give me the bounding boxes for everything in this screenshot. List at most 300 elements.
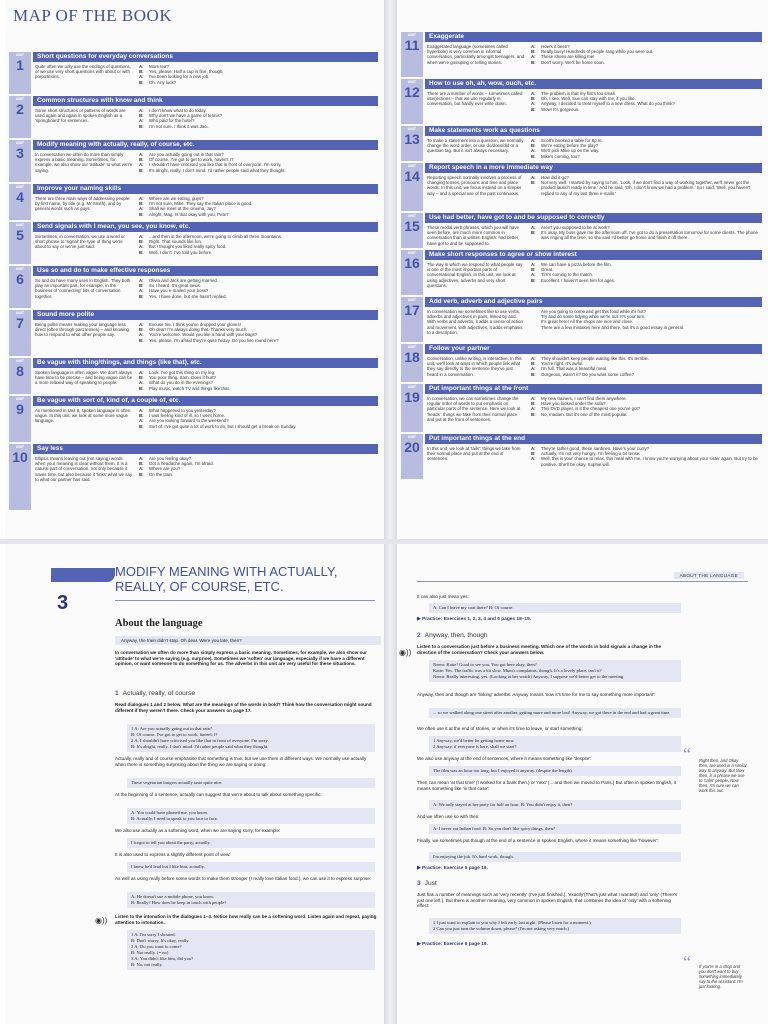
paragraph-beginning: At the beginning of a sentence, actually can suggest that we're about to talk about something specific: [115,792,322,797]
example-text: It's okay. My boss gave me the afternoon off. I've got to do a presentation tomorrow for some clients. The phone was ringing all the time, so she said I'd better go home and finish it off there. [541,230,758,241]
unit-examples [531,44,760,65]
speaker: B: [531,401,536,407]
speaker: B: [531,96,536,102]
example-text: Oh, I see. Well, Sue can stay with me, if you like. [541,96,636,102]
speaker: A: [139,466,144,472]
speaker: B: [139,423,144,429]
speaker: B: [531,411,536,417]
example-text: Well, I don't. I've told you before. [149,249,213,255]
example-text: Shall we meet at the cinema, Jay? [149,206,216,212]
unit-description: In conversation, we can sometimes change the regular order of words to put emphasis on particular parts of the sentence. Here we look at 'heads': things we take from their normal place and put at the front of sentences. [427,396,521,422]
unit-row[interactable] [9,140,378,182]
example-text: This DVD player, is it the cheapest one you've got? [541,406,641,412]
example-box [429,736,681,752]
example-text: Of course. I've got to get to work, haven't I? [149,157,234,163]
unit-number: 1 [16,57,24,73]
speaker: B: [139,69,144,75]
paragraph-with: And we often use so with then: [417,814,480,819]
unit-label: UNIT [407,214,417,218]
example-text: Why don't we have a game of tennis? [149,113,223,119]
unit-row[interactable] [9,310,378,356]
speaker: B: [531,267,536,273]
unit-number-block [9,222,31,264]
unit-label: UNIT [407,385,417,389]
unit-number-block [9,358,31,394]
example-line: 1 Anyway, we'd better be getting home now. [433,738,515,743]
speaker: B: [531,451,536,457]
example-text: But I thought you liked really spicy food. [149,244,227,250]
unit-number: 5 [16,227,24,243]
example-text: Have you e-mailed your boss? [149,288,209,294]
speaker: A: [139,196,144,201]
paragraph-actually: Actually, really and of course emphasise that something is true, but we use them in different ways. We normally use actually when there is something surprising about the thing we are saying or doing: [115,756,367,767]
speaker: B: [531,49,536,55]
example-text: Mike's coming, too? [541,153,580,159]
example-text: Well, this is your chance to relax, this meal with me. I know you're worrying about your sister again. But try to be positive. She'll be okay, Sophie will. [541,456,758,467]
speaker: A: [139,418,144,424]
example-box: A: We only stayed at her party for half an hour. B: You didn't enjoy it, then? [429,800,681,810]
unit-number: 2 [16,101,24,117]
unit-number: 7 [16,315,24,331]
example-text: I was feeling kind of ill, so I went home. [149,413,226,419]
unit-number: 4 [16,189,24,205]
unit-title: Say less [33,444,378,454]
unit-title: Short questions for everyday conversations [33,52,378,62]
unit-description: Sometimes, in conversation, we use a word or short phrase to 'signal' the type of thing we're about to say or we've just said. [35,234,125,250]
unit-title: Modify meaning with actually, really, of course, etc. [33,140,378,150]
example-box: I forgot to tell you about the party, actually. [127,838,375,848]
paragraph-just: Just has a number of meanings such as 'very recently' (I've just finished.), 'exactly'(That's just what I wanted!) and 'only' (There's just one left.). But there is another meaning, very common in spoken English, that combines the idea of 'only' with a softening effect: [417,892,678,909]
speaker: A: [531,148,536,154]
unit-row[interactable] [401,384,762,432]
example-text: We're eating before the play? [541,143,599,149]
unit-label: UNIT [15,141,25,145]
example-text: We'll pick Mike up on the way. [541,148,600,154]
example-box [127,808,375,824]
speaker [531,325,538,330]
example-text: ...and then in the afternoon, we're going to climb all three mountains. [149,234,283,239]
example-text: They're rather good, these sardines. Have's your curry? [541,446,650,451]
example-text: Try and do some tidying while we're out. It's your turn. [541,314,646,320]
unit-number-block [9,396,31,442]
paragraph-finish: We often use it at the end of stories, or when it's time to leave, or start something: [417,726,583,731]
example-line: B: Of course. I've got to get to work, haven't I? [131,732,218,737]
speaker: B: [139,211,144,217]
unit-label: UNIT [15,97,25,101]
unit-description: Exaggerated language (sometimes called hyperbole) is very common in informal conversation, particularly amongst teenagers, and when we're gossiping or telling stories. [427,44,525,65]
example-text: Aren't you supposed to be at work? [541,225,610,230]
speaker: B: [531,361,536,367]
example-text: My new trainers, I can't find them anywhere. [541,396,627,401]
quote-box: Anyway, the train didn't stop. Oh dear. Were you late, then? [115,636,381,645]
unit-row[interactable] [9,444,378,510]
speaker: B: [139,157,144,163]
example-text: No, madam. But it's one of the most popular. [541,411,628,417]
unit-number-block [9,96,31,138]
speaker: B: [531,230,536,236]
speaker: A: [139,408,144,413]
unit-description: The way in which we respond to what people say is one of the most important parts of conversational English. In this unit, we look at using adjectives, adverbs and very short questions. [427,262,523,288]
audio-icon[interactable]: ◉)) [399,648,412,657]
section-3-heading: 3 Just [417,880,437,887]
example-text: The problem is that my flat's too small. [541,91,616,96]
unit-number-block [9,266,31,308]
unit-title: Be vague with sort of, kind of, a couple of, etc. [33,396,378,406]
example-text: I'm not sure, Mike. They say the Italian place is good. [149,201,253,207]
speaker: A: [139,380,144,386]
unit-row[interactable] [9,396,378,442]
unit-row[interactable] [401,163,762,211]
example-text: Actually, I'm not very hungry. I'm feeling a bit tense. [541,451,641,457]
unit-label: UNIT [407,127,417,131]
unit-examples [531,262,760,283]
unit-title: Use had better, have got to and be supposed to correctly [425,213,762,223]
example-line [139,250,376,255]
unit-description: In conversation we sometimes like to use verbs, adverbs and adjectives in pairs, linked by and. With verbs and adverbs, it adds a sense of action and movement, with adjectives, it adds emphasis to a description. [427,309,523,335]
speaker: A: [531,396,536,401]
unit-description: In conversation we often do more than simply express a basic meaning. Sometimes, for example, we also show our 'attitude' to what we're saying. [35,152,133,173]
unit-examples [139,456,376,477]
example-line [531,456,760,466]
unit-description: As mentioned in Unit 8, spoken language is often vague. In this unit, we look at some more vague language. [35,408,131,424]
unit-number: 14 [404,168,420,184]
unit-row[interactable] [401,250,762,295]
unit-row[interactable] [9,96,378,138]
example-text: Yes, I have done, but she hasn't replied. [149,293,227,299]
example-text: What do you do in the evenings? [149,380,213,386]
unit-title: Report speech in a more immediate way [425,163,762,173]
practice-link[interactable]: ▶ Practice: Exercises 1, 2, 3, 4 and 6 pages 18–19. [417,617,532,622]
example-line [139,168,376,173]
unit-label: UNIT [407,435,417,439]
example-text: How did it go? [541,175,569,180]
speaker: A: [531,91,536,96]
example-text: Scott's booked a table for 8p.m. [541,138,603,143]
unit-row[interactable] [9,266,378,308]
unit-row[interactable] [401,434,762,479]
example-text: Got a headache again, I'm afraid. [149,461,214,467]
example-line: A: He doesn't use a mobile phone, you know. [131,894,215,899]
speaker: A: [139,288,144,294]
example-line: A: You could have phoned me, you know. [131,810,209,815]
example-text: Tim's coming to the match. [541,272,594,278]
speaker: A: [531,272,536,278]
speaker: A: [531,54,536,60]
example-text: Really busy! Hundreds of people rang while you were out. [541,49,654,55]
example-text: Gorgeous, wasn't it? Do you want some coffee? [541,371,635,377]
unit-examples [531,91,760,112]
speaker: B: [139,113,144,119]
example-line [139,212,376,217]
unit-row[interactable] [9,184,378,220]
unit-examples [139,64,376,85]
unit-title: Make short responses to agree or show interest [425,250,762,260]
example-text: Excellent. I haven't seen him for ages. [541,277,616,283]
unit-title: Put important things at the front [425,384,762,394]
example-text: Right. That sounds like fun. [149,239,203,245]
map-page-left [5,0,384,539]
unit-number-block [9,140,31,182]
unit-row[interactable] [401,297,762,342]
book-gutter [384,0,397,1024]
example-box: I'm enjoying the job. It's hard work, though. [429,852,681,862]
listen-instructions: Listen to the intonation in the dialogues 1–3. Notice how really can be a softening word. Listen again and repeat, paying attention to intonation. [115,914,377,925]
speaker: B: [531,277,536,283]
speaker: A: [139,234,144,239]
paragraph-though: We also use anyway at the end of sentences, where it means something like 'despite': [417,756,592,761]
unit-examples [139,322,376,343]
unit-row[interactable] [401,344,762,382]
example-line: B: Really? How does he keep in touch with people? [131,900,227,905]
example-line [139,294,376,299]
speaker: A: [139,64,144,69]
unit-examples [139,278,376,299]
audio-icon[interactable]: ◉)) [95,916,108,925]
example-text: Look. I've got this thing on my leg. [149,370,216,375]
section-1-heading: 1 Actually, really, of course [115,690,195,697]
example-text: You're right. It's awful. [541,361,584,367]
unit-row[interactable] [401,126,762,161]
unit-row[interactable] [9,358,378,394]
unit-row[interactable] [9,222,378,264]
speaker: B: [139,375,144,381]
unit-description: There are a number of words – sometimes called interjections – that we use regularly in conversation, but hardly ever write down. [427,91,523,107]
paragraph-anyway: Anyway, then and though are 'linking' adverbs. Anyway means 'now it's time for me to say something more important': [417,692,656,697]
speaker: A: [531,175,536,180]
unit-description: In this unit, we look at 'tails': things we take from their normal place and put at the end of sentences. [427,446,521,462]
unit-title: Sound more polite [33,310,378,320]
unit-label: UNIT [15,311,25,315]
speaker: A: [531,225,536,230]
example-text: Have you looked under the sofa? [541,401,606,407]
example-line: 2 A: I shouldn't have criticised you like that in front of everyone. I'm sorry. [131,738,269,743]
dialogue-box [429,660,681,682]
unit-number-block [401,163,423,211]
unit-number-block [401,297,423,342]
speaker: A: [139,118,144,124]
example-text: You poor thing. Sam. Does it hurt? [149,375,216,381]
unit-label: UNIT [407,298,417,302]
example-line [531,180,760,196]
speaker: A: [531,446,536,451]
example-text: I've been looking for a new job. [149,74,210,80]
unit-label: UNIT [15,397,25,401]
example-text: Excuse me. I think you've dropped your gloves! [149,322,241,327]
unit-number: 13 [404,131,420,147]
paragraph-though-end: Finally, we sometimes put though at the end of a sentence in spoken English, where it means something like 'however': [417,838,659,843]
speaker: B: [531,143,536,149]
example-line [531,325,760,330]
example-line: 1 A: Are you actually going out in that rain? [131,726,213,731]
unit-label: UNIT [407,345,417,349]
unit-number: 18 [404,349,420,365]
speaker: B: [139,249,144,255]
speaker: B: [139,239,144,245]
example-text: It's alright, really. I don't mind. I'd rather people said what they thought. [149,167,286,173]
unit-title: How to use oh, ah, wow, ouch, etc. [425,79,762,89]
unit-title: Send signals with I mean, you see, you know, etc. [33,222,378,232]
unit-description: So and do have many uses in English. They both play an important part, for example, in the business of 'connecting' bits of conversation together. [35,278,131,299]
header-rule [417,581,748,582]
section-2-instructions: Listen to a conversation just before a business meeting. Which one of the words in bold signals a change in the direction of the conversation? Check your answers below. [417,644,662,655]
unit-examples [531,225,760,241]
unit-title: Exaggerate [425,32,762,42]
unit-examples [139,234,376,255]
chapter-title: MODIFY MEANING WITH ACTUALLY, REALLY, OF COURSE, ETC. [115,564,338,594]
speaker: B: [531,106,536,112]
speaker: B: [139,471,144,477]
map-title: MAP OF THE BOOK [13,6,173,25]
unit-number-block [9,310,31,356]
example-text: Alright, Mag. Is that okay with you, Pete? [149,211,229,217]
example-text: I'm not sure. I think it was Jaci. [149,123,209,129]
example-text: It's great here! All the shops are nice and close. [541,319,634,325]
example-text: Great. [541,267,554,273]
example-line: 1 I just want to explain to you why I left early last night. (Please listen for a moment.) [433,920,591,925]
unit-label: UNIT [407,80,417,84]
unit-number: 10 [12,449,28,465]
example-line [531,107,760,112]
unit-examples [531,446,760,467]
speaker: A: [139,108,144,113]
about-heading: About the language [115,618,203,629]
practice-link[interactable]: ▶ Practice: Exercise 6 page 19. [417,942,488,947]
example-line [531,154,760,159]
example-line: 3 A: You didn't like him, did you? [131,956,194,961]
example-text: Where are we eating, guys? [149,196,204,201]
example-text: We can have a pizza before the film. [541,262,612,267]
example-text: I shouldn't have criticised you like that in front of everyone. I'm sorry. [149,162,282,168]
example-text: Sort of. I've got quite a lot of work to do, but I should get a break on Sunday. [149,423,297,429]
unit-description: Spoken language is often vague. We don't always have time to be precise – and being vague can be a more relaxed way of speaking to people. [35,370,133,386]
unit-number-block [401,213,423,248]
example-box [127,724,375,752]
unit-number: 20 [404,439,420,455]
example-line: Neera: Really interesting, yes. (Looking at her watch) Anyway, I suppose we'd better get to the meeting. [433,674,625,679]
unit-label: UNIT [407,33,417,37]
example-line: B: Not really. (= no) [131,950,169,955]
unit-number-block [401,344,423,382]
example-line: B: Actually, I need to speak to you face to face. [131,816,218,821]
unit-row[interactable] [401,213,762,248]
example-box: ... so we walked along one street after another, getting more and more lost! Anyway, we got there in the end and had a great time. [429,708,681,718]
unit-number-block [401,32,423,77]
speaker: A: [531,138,536,143]
example-text: Are you feeling okay? [149,456,192,461]
unit-number-block [401,384,423,432]
example-text: Are you going to come and get this food while it's hot? [541,309,647,314]
unit-title: Use so and do to make effective responses [33,266,378,276]
unit-description: Quite often we only use the endings of questions, or we use very short questions with about or with prepositions. [35,64,131,80]
unit-number: 12 [404,84,420,100]
example-box: I knew he'd lead but I like him, actually. [127,862,375,872]
example-line [531,230,760,240]
unit-number: 8 [16,363,24,379]
unit-number: 15 [404,218,420,234]
speaker: B: [139,461,144,467]
example-text: I'm full. That was a beautiful meal. [541,366,608,372]
unit-label: UNIT [15,53,25,57]
unit-number: 6 [16,271,24,287]
quote-mark-icon: “ [683,744,691,764]
section-2-heading: 2 Anyway, then, though [417,632,488,639]
unit-row[interactable] [401,79,762,124]
speaker: B: [531,59,536,65]
example-box [429,918,681,934]
speaker: A: [139,162,144,168]
unit-description: There are three main ways of addressing people: by first name, by title (e.g. Mr Smith), and by general words such as guys. [35,196,131,212]
example-line: 2 Anyway, if everyone is here, shall we start? [433,744,517,749]
unit-examples [531,356,760,377]
unit-examples [139,108,376,129]
unit-row[interactable] [401,32,762,77]
example-box: A: I never eat Indian food. B: So you don't like spicy things, then? [429,824,681,834]
speaker: B: [139,283,144,289]
example-line [531,372,760,377]
unit-title: Follow your partner [425,344,762,354]
section-label: ABOUT THE LANGUAGE [674,572,744,579]
unit-label: UNIT [15,185,25,189]
unit-description: Ellipsis means leaving out (not saying) words when your meaning is clear without them. It is a natural part of conversation, not only because it saves time, but also because it 'links' what we say to what our partner has said. [35,456,133,482]
speaker: B: [531,153,536,159]
example-text: More tea? [149,64,169,69]
example-line [139,338,376,343]
unit-description: Being polite means making your language less direct (often through past tenses) – and knowing how to respond to what other people say. [35,322,129,338]
speaker: A: [139,152,144,157]
example-text: On the train. [149,471,174,477]
speaker: A: [139,244,144,250]
example-line: Katie: Yes. The traffic was a bit slow. Mum's complaints, though. It's a lovely place, isn't it? [433,668,602,673]
example-text: They shouldn't keep people waiting like this. It's terrible. [541,356,650,361]
example-text: Who paid for the hotel? [149,118,195,124]
example-text: I don't know what to do today. [149,108,207,113]
paragraph-then: Then can mean 'at that time' (I worked for a bank then.) or 'next' (... and then we moved to Paris.) But often in spoken English, it means something like 'in that case': [417,780,677,791]
unit-number: 19 [404,389,420,405]
speaker: A: [139,332,144,338]
example-text: There are a few mistakes here and there, but it's a good essay in general. [541,324,685,330]
unit-description: These modal verb phrases, which you will have seen before, are much more common in conversation than in written English: had better, have got to and be supposed to. [427,225,520,246]
paragraph-soften: We also use actually as a softening word, when we are saying sorry, for example: [115,828,281,833]
example-line: B: It's alright, really. I don't mind. I'd rather people said what they thought. [131,744,269,749]
example-line [139,124,376,129]
example-box [127,930,375,970]
unit-row[interactable] [9,52,378,94]
practice-link[interactable]: ▶ Practice: Exercise 5 page 19. [417,866,488,871]
example-text: Play music, watch TV and things like that. [149,385,230,391]
side-note: Right then, and Okay then, are used in a similar way to anyway. But Now then, is a phrase we use to 'calm' people. Now then. I'm sure we can work this out. [699,758,747,793]
unit-title: Be vague with thing/things, and things (like that), etc. [33,358,378,368]
example-text: Where are you? [149,466,181,472]
paragraph-polite: It is also used to express a slightly different point of view: [115,852,231,857]
speaker: A: [531,44,536,49]
example-line: B: No, not really. [131,962,163,967]
example-box: The film was an hour too long, but I enjoyed it anyway. (despite the length) [429,766,681,776]
speaker: A: [139,370,144,375]
speaker: B: [139,201,144,207]
speaker: B: [139,385,144,391]
speaker: B: [531,371,536,377]
unit-examples [531,175,760,196]
example-text: Are you looking forward to the weekend? [149,418,229,424]
speaker: B: [139,327,144,333]
example-line [531,60,760,65]
unit-examples [531,396,760,417]
intro-text: In conversation we often do more than simply express a basic meaning. Sometimes, for example, we also show our 'attitude' to what we're saying (e.g. surprise). Sometimes we 'soften' our language, especially if we have a different opinion, or want someone to do something for us. The adverbs in this unit are very useful for these situations. [115,650,367,667]
example-line [139,424,376,429]
example-text: Oh. Any luck? [149,79,177,85]
speaker: A: [139,278,144,283]
unit-label: UNIT [407,164,417,168]
